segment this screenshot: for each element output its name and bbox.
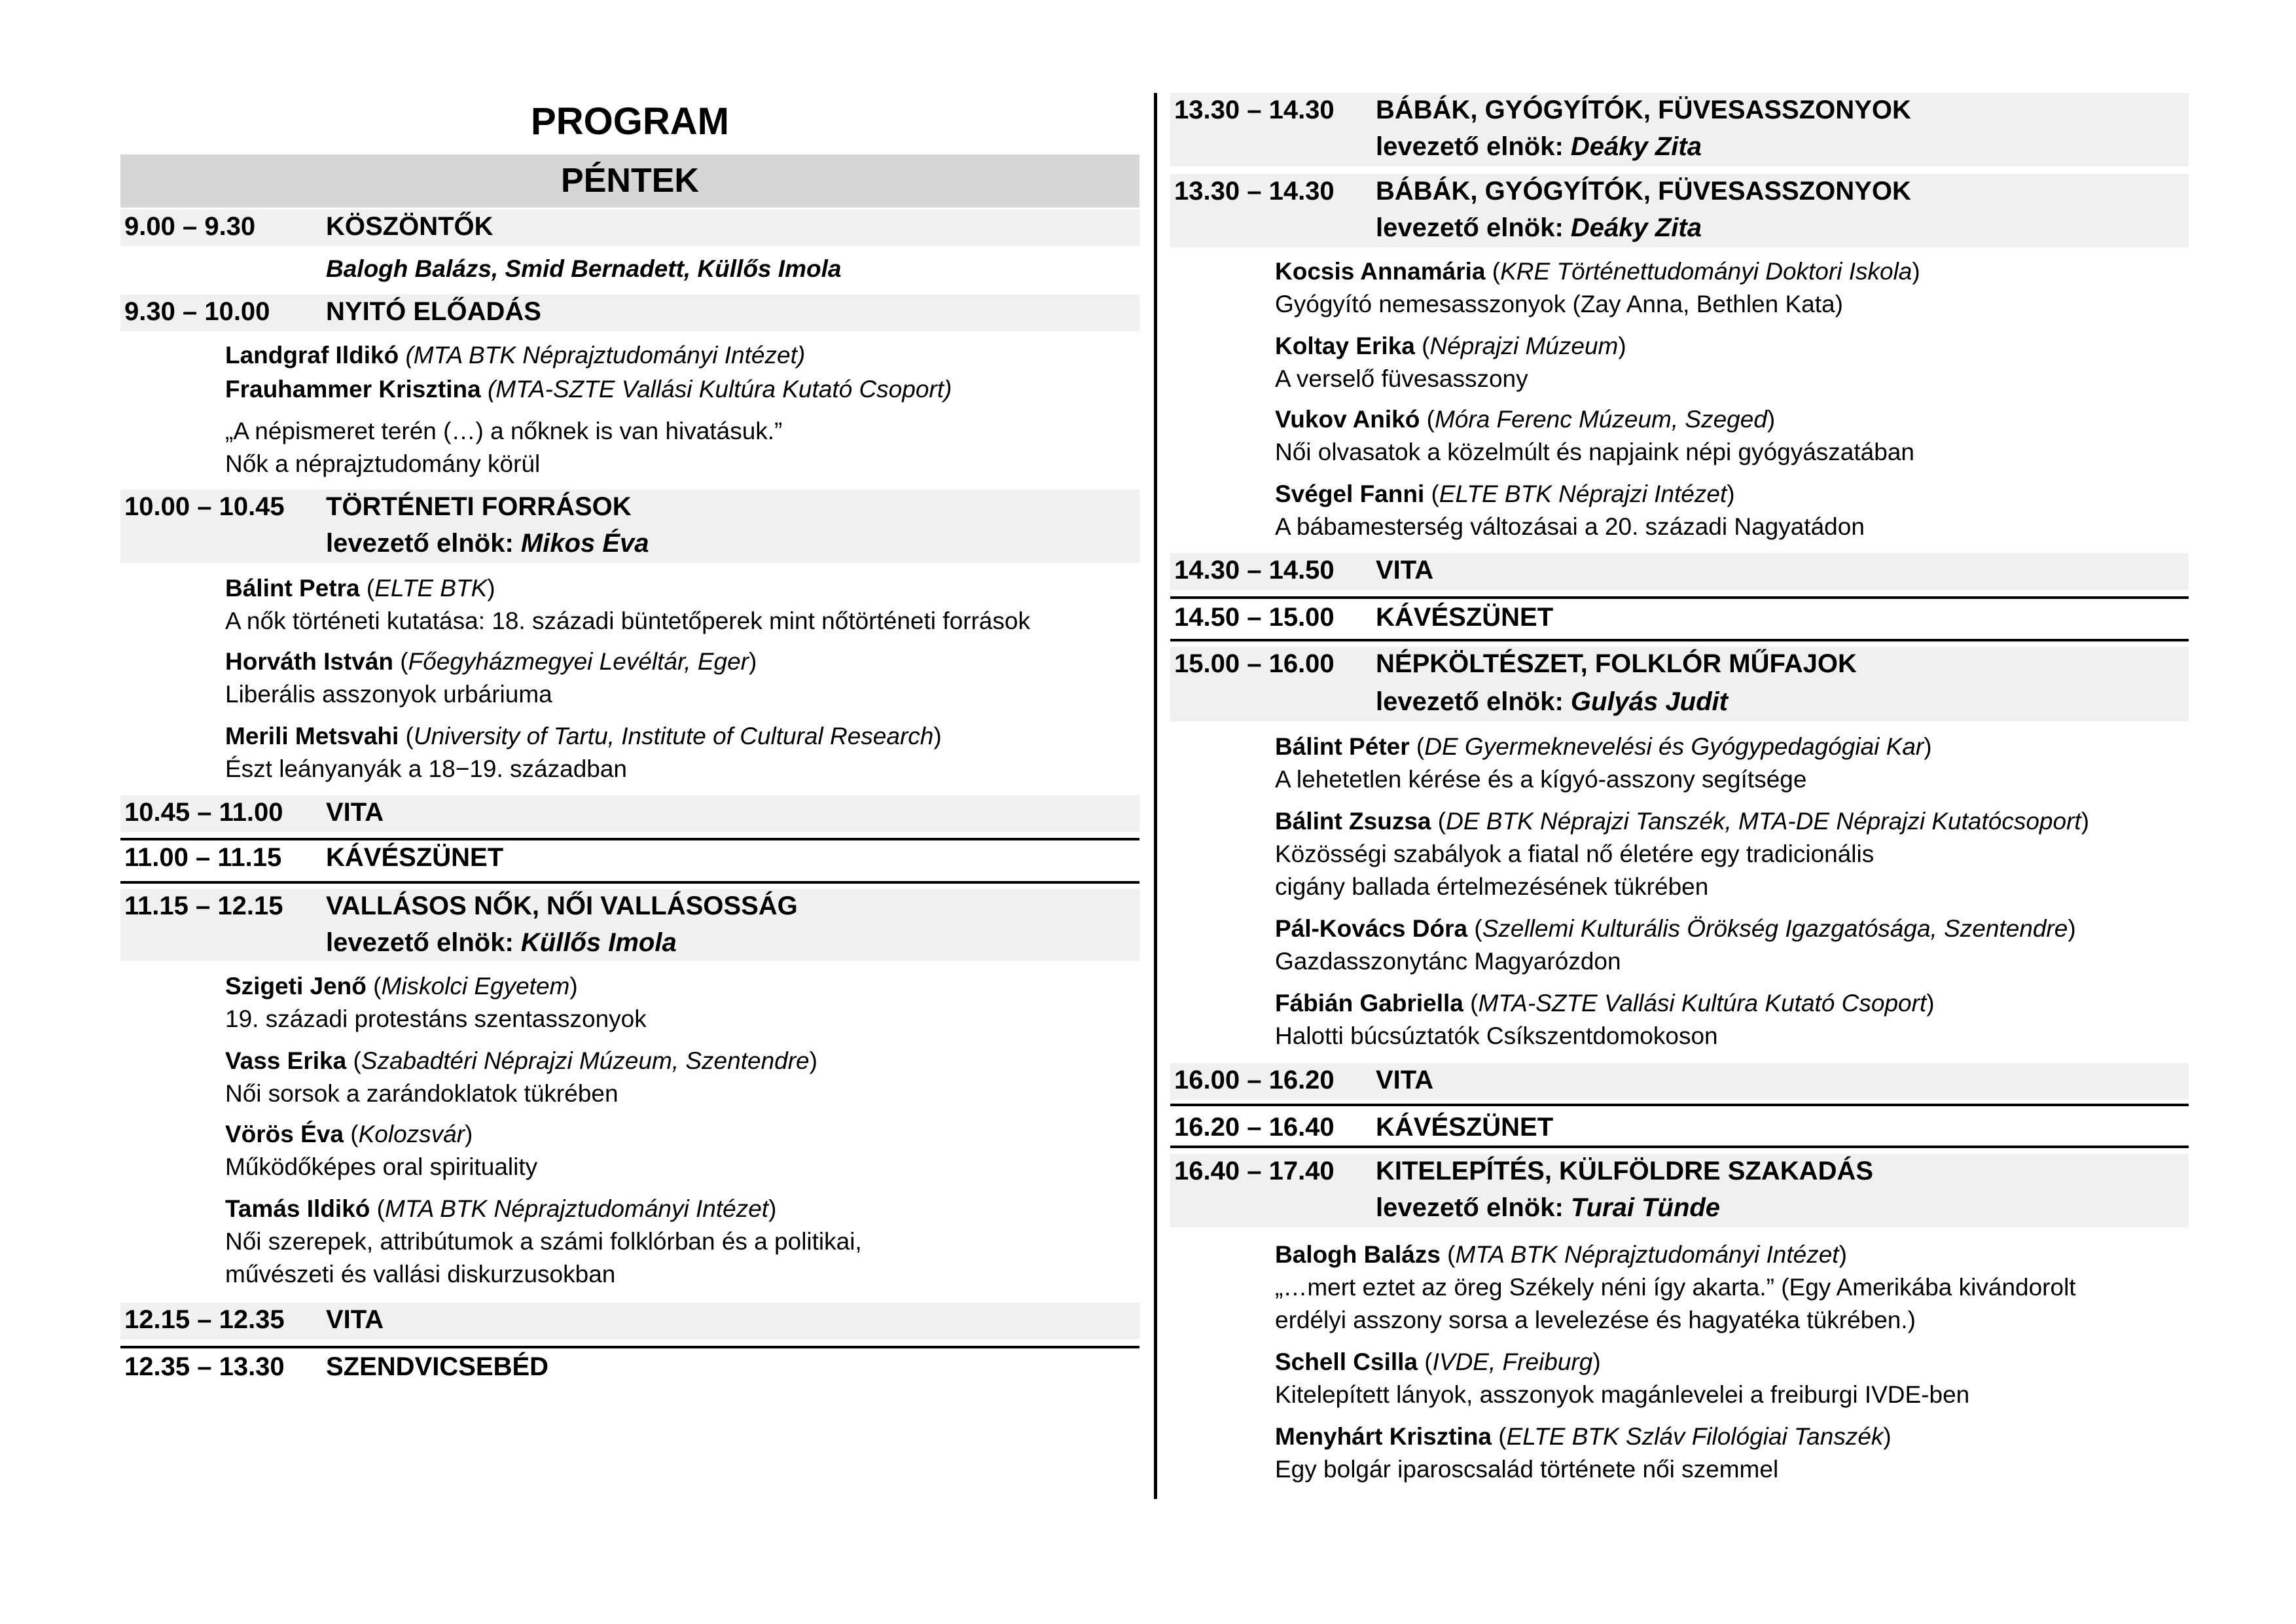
session-title: BÁBÁK, GYÓGYÍTÓK, FÜVESASSZONYOK	[1376, 177, 1911, 206]
presenter-name: Frauhammer Krisztina	[225, 376, 481, 403]
session-band	[120, 295, 1139, 331]
talk-title: 19. századi protestáns szentasszonyok	[225, 1005, 647, 1032]
chair-name: Mikos Éva	[520, 529, 649, 558]
presenter-line: Bálint Petra (ELTE BTK)	[225, 575, 495, 602]
presenter-line: Landgraf Ildikó (MTA BTK Néprajztudományi Intézet)	[225, 342, 806, 369]
presenter-affiliation: MTA-SZTE Vallási Kultúra Kutató Csoport	[495, 376, 944, 403]
presenter-line: Svégel Fanni (ELTE BTK Néprajzi Intézet)	[1275, 480, 1735, 507]
presenter-line: Szigeti Jenő (Miskolci Egyetem)	[225, 973, 578, 1000]
session-title: TÖRTÉNETI FORRÁSOK	[326, 492, 632, 521]
session-chair: levezető elnök: Mikos Éva	[326, 529, 649, 558]
page-title: PROGRAM	[531, 100, 729, 143]
presenter-line: Horváth István (Főegyházmegyei Levéltár, Eger)	[225, 648, 757, 675]
talk-title: A lehetetlen kérése és a kígyó-asszony segítsége	[1275, 766, 1807, 793]
talk-title: Működőképes oral spirituality	[225, 1153, 538, 1180]
presenter-line: Vass Erika (Szabadtéri Néprajzi Múzeum, Szentendre)	[225, 1047, 817, 1074]
session-band	[120, 209, 1139, 246]
presenter-line: Schell Csilla (IVDE, Freiburg)	[1275, 1348, 1601, 1375]
session-time: 12.15 – 12.35	[124, 1305, 285, 1334]
chair-name: Gulyás Judit	[1570, 687, 1728, 716]
presenter-line: Balogh Balázs (MTA BTK Néprajztudományi Intézet)	[1275, 1241, 1847, 1268]
session-title: VITA	[1376, 1066, 1434, 1094]
session-title: VITA	[1376, 556, 1434, 585]
chair-name: Turai Tünde	[1570, 1193, 1721, 1222]
presenter-line: Vörös Éva (Kolozsvár)	[225, 1121, 473, 1147]
talk-title: Egy bolgár iparoscsalád története női szemmel	[1275, 1456, 1779, 1483]
chair-name: Deáky Zita	[1570, 213, 1702, 242]
session-time: 16.20 – 16.40	[1174, 1113, 1335, 1142]
talk-title: cigány ballada értelmezésének tükrében	[1275, 873, 1709, 900]
presenter-affiliation: MTA BTK Néprajztudományi Intézet	[413, 342, 797, 369]
divider-line	[1170, 596, 2189, 599]
session-time: 15.00 – 16.00	[1174, 649, 1335, 678]
talk-title: „A népismeret terén (…) a nőknek is van hivatásuk.”	[225, 418, 783, 444]
talk-title: Gyógyító nemesasszonyok (Zay Anna, Bethlen Kata)	[1275, 291, 1843, 317]
talk-title: Gazdasszonytánc Magyarózdon	[1275, 948, 1621, 975]
divider-line	[120, 1346, 1139, 1348]
talk-title: A verselő füvesasszony	[1275, 365, 1528, 392]
session-chair: levezető elnök: Deáky Zita	[1376, 132, 1702, 161]
presenter-line: Frauhammer Krisztina (MTA-SZTE Vallási Kultúra Kutató Csoport)	[225, 376, 952, 403]
presenter-line: Fábián Gabriella (MTA-SZTE Vallási Kultúra Kutató Csoport)	[1275, 990, 1935, 1017]
chair-name: Deáky Zita	[1570, 132, 1702, 161]
presenter-name: Landgraf Ildikó	[225, 342, 399, 369]
chair-name: Küllős Imola	[520, 928, 677, 957]
speakers: Balogh Balázs, Smid Bernadett, Küllős Imola	[326, 255, 842, 282]
session-time: 16.00 – 16.20	[1174, 1066, 1335, 1094]
talk-title: A nők történeti kutatása: 18. századi büntetőperek mint nőtörténeti források	[225, 607, 1030, 634]
session-time: 10.00 – 10.45	[124, 492, 285, 521]
session-title: VALLÁSOS NŐK, NŐI VALLÁSOSSÁG	[326, 892, 798, 920]
session-title: KÁVÉSZÜNET	[1376, 603, 1554, 632]
session-chair: levezető elnök: Gulyás Judit	[1376, 687, 1728, 716]
talk-title: Kitelepített lányok, asszonyok magánlevelei a freiburgi IVDE-ben	[1275, 1381, 1970, 1408]
session-time: 9.00 – 9.30	[124, 212, 256, 241]
session-title: BÁBÁK, GYÓGYÍTÓK, FÜVESASSZONYOK	[1376, 96, 1911, 124]
presenter-line: Bálint Péter (DE Gyermeknevelési és Gyógypedagógiai Kar)	[1275, 733, 1932, 760]
session-title: KÁVÉSZÜNET	[1376, 1113, 1554, 1142]
talk-title: „…mert eztet az öreg Székely néni így akarta.” (Egy Amerikába kivándorolt	[1275, 1274, 2076, 1301]
presenter-line: Merili Metsvahi (University of Tartu, Institute of Cultural Research)	[225, 723, 942, 749]
session-time: 11.15 – 12.15	[124, 892, 283, 920]
session-time: 16.40 – 17.40	[1174, 1157, 1335, 1185]
session-chair: levezető elnök: Deáky Zita	[1376, 213, 1702, 242]
session-time: 10.45 – 11.00	[124, 798, 283, 827]
talk-title: Közösségi szabályok a fiatal nő életére egy tradicionális	[1275, 840, 1874, 867]
talk-title: Női olvasatok a közelmúlt és napjaink népi gyógyászatában	[1275, 439, 1914, 465]
session-time: 11.00 – 11.15	[124, 843, 282, 872]
session-title: VITA	[326, 798, 384, 827]
divider-line	[1170, 639, 2189, 641]
divider-line	[1170, 1146, 2189, 1148]
presenter-line: Kocsis Annamária (KRE Történettudományi Doktori Iskola)	[1275, 258, 1920, 285]
column-divider	[1154, 93, 1157, 1499]
presenter-line: Koltay Erika (Néprajzi Múzeum)	[1275, 333, 1626, 359]
session-title: NYITÓ ELŐADÁS	[326, 297, 541, 326]
session-time: 13.30 – 14.30	[1174, 177, 1335, 206]
talk-title: Nők a néprajztudomány körül	[225, 450, 541, 477]
session-title: VITA	[326, 1305, 384, 1334]
talk-title: erdélyi asszony sorsa a levelezése és hagyatéka tükrében.)	[1275, 1307, 1916, 1333]
talk-title: Liberális asszonyok urbáriuma	[225, 681, 552, 708]
day-header: PÉNTEK	[120, 154, 1139, 208]
session-title: KÁVÉSZÜNET	[326, 843, 504, 872]
session-chair: levezető elnök: Turai Tünde	[1376, 1193, 1721, 1222]
presenter-line: Menyhárt Krisztina (ELTE BTK Szláv Filológiai Tanszék)	[1275, 1423, 1892, 1450]
divider-line	[1170, 1104, 2189, 1106]
divider-line	[120, 881, 1139, 884]
session-title: KÖSZÖNTŐK	[326, 212, 493, 241]
presenter-line: Vukov Anikó (Móra Ferenc Múzeum, Szeged)	[1275, 406, 1776, 433]
session-title: SZENDVICSEBÉD	[326, 1352, 549, 1381]
presenter-line: Pál-Kovács Dóra (Szellemi Kulturális Örökség Igazgatósága, Szentendre)	[1275, 915, 2076, 942]
session-time: 14.30 – 14.50	[1174, 556, 1335, 585]
session-chair: levezető elnök: Küllős Imola	[326, 928, 677, 957]
talk-title: Női szerepek, attribútumok a számi folklórban és a politikai,	[225, 1228, 862, 1255]
divider-line	[120, 838, 1139, 840]
session-time: 13.30 – 14.30	[1174, 96, 1335, 124]
session-time: 12.35 – 13.30	[124, 1352, 285, 1381]
presenter-line: Bálint Zsuzsa (DE BTK Néprajzi Tanszék, MTA-DE Néprajzi Kutatócsoport)	[1275, 808, 2090, 835]
presenter-line: Tamás Ildikó (MTA BTK Néprajztudományi Intézet)	[225, 1195, 777, 1222]
talk-title: művészeti és vallási diskurzusokban	[225, 1261, 616, 1288]
talk-title: Észt leányanyák a 18−19. században	[225, 755, 628, 782]
talk-title: A bábamesterség változásai a 20. századi Nagyatádon	[1275, 513, 1865, 540]
session-time: 9.30 – 10.00	[124, 297, 270, 326]
talk-title: Halotti búcsúztatók Csíkszentdomokoson	[1275, 1022, 1718, 1049]
session-title: NÉPKÖLTÉSZET, FOLKLÓR MŰFAJOK	[1376, 649, 1857, 678]
talk-title: Női sorsok a zarándoklatok tükrében	[225, 1080, 619, 1107]
session-time: 14.50 – 15.00	[1174, 603, 1335, 632]
session-title: KITELEPÍTÉS, KÜLFÖLDRE SZAKADÁS	[1376, 1157, 1874, 1185]
